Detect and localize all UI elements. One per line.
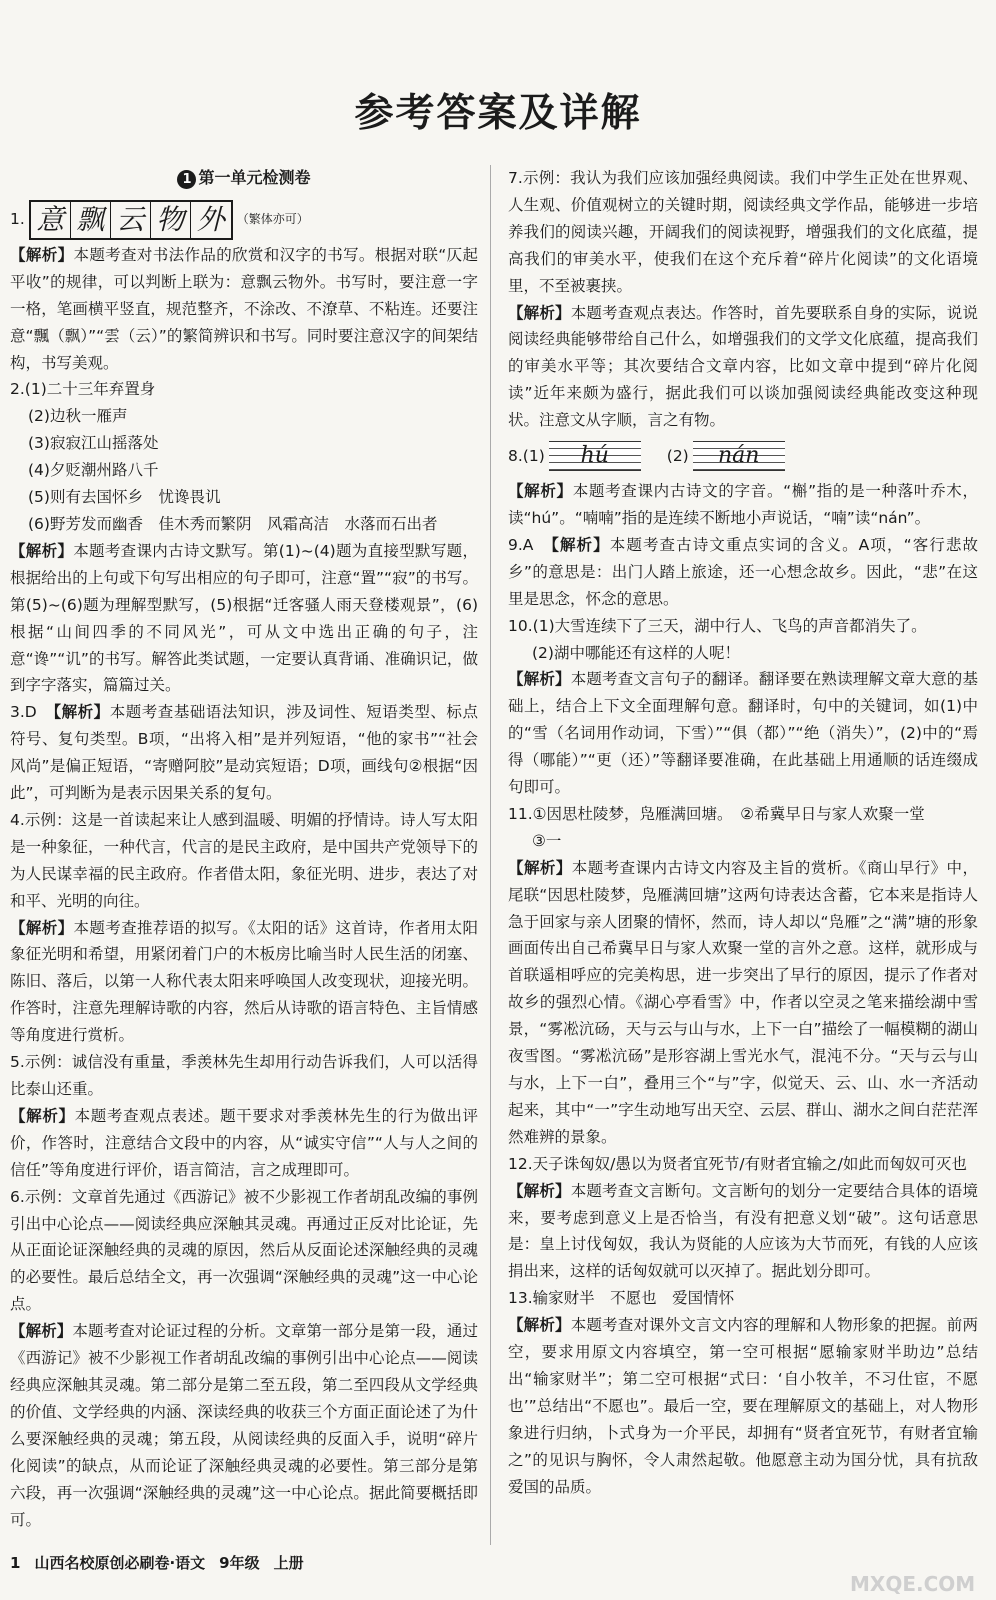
q2-line: (6)野芳发而幽香 佳木秀而繁阴 风霜高洁 水落而石出者 <box>28 514 438 533</box>
q12-answer: 12.天子诛匈奴/愚以为贤者宜死节/有财者宜输之/如此而匈奴可灭也 <box>508 1154 967 1173</box>
q6-answer: 6.示例：文章首先通过《西游记》被不少影视工作者胡乱改编的事例引出中心论点——阅读经典应深触其灵魂。再通过正反对比论证，先从正面论证深触经典的灵魂的原因，然后从反面论述深触经典的灵魂的必要性。最后总结全文，再一次强调“深触经典的灵魂”这一中心论点。 <box>10 1187 478 1314</box>
q4-analysis: 【解析】本题考查推荐语的拟写。《太阳的话》这首诗，作者用太阳象征光明和希望，用紧闭着门户的木板房比喻当时人民生活的闭塞、陈旧、落后，以第一人称代表太阳来呼唤国人改变现状，迎接光明。作答时，注意先理解诗歌的内容，然后从诗歌的语言特色、主旨情感等角度进行赏析。 <box>10 918 478 1045</box>
q2-line: (3)寂寂江山摇落处 <box>28 434 159 453</box>
q3-block: 3.D 【解析】本题考查基础语法知识，涉及词性、短语类型、标点符号、复句类型。B项，“出将入相”是并列短语，“他的家书”“社会风尚”是偏正短语，“寄赠阿胶”是动宾短语；D项，画线句②根据“因此”，可判断为是表示因果关系的复句。 <box>10 703 478 803</box>
calligraphy-char: 外 <box>196 202 225 236</box>
calligraphy-char: 物 <box>151 202 191 238</box>
q2-line: (4)夕贬潮州路八千 <box>28 461 159 480</box>
q8-answer: 8. (1) hú (2) nán <box>508 434 978 478</box>
q10-line: (2)湖中哪能还有这样的人呢！ <box>532 643 740 662</box>
pinyin-text: nán <box>718 443 760 469</box>
page-footer <box>10 1552 318 1573</box>
q9-block: 9.A 【解析】本题考查古诗文重点实词的含义。A项，“客行悲故乡”的意思是：出门人踏上旅途，还一心想念故乡。因此，“悲”在这里是思念，怀念的意思。 <box>508 535 978 608</box>
section-label: 第一单元检测卷 <box>198 168 311 187</box>
column-divider <box>490 165 491 1545</box>
q2-line: (2)边秋一雁声 <box>28 407 128 426</box>
section-heading <box>10 165 478 192</box>
grade-label: 9年级 <box>219 1554 260 1572</box>
q2-line: 2.(1)二十三年弃置身 <box>10 380 156 399</box>
calligraphy-grid <box>29 200 233 240</box>
term-label: 上册 <box>273 1554 304 1572</box>
right-column <box>508 165 978 1501</box>
q2-analysis: 【解析】本题考查课内古诗文默写。第(1)~(4)题为直接型默写题，根据给出的上句或下句写出相应的句子即可，注意“置”“寂”的书写。第(5)~(6)题为理解型默写，(5)根据“迁客骚人雨天登楼观景”，(6)根据“山间四季的不同风光”，可从文中选出正确的句子，注意“谗”“讥”的书写。解答此类试题，一定要认真背诵、准确识记，做到字字落实，篇篇过关。 <box>10 541 478 695</box>
q8-number: 8. <box>508 446 523 465</box>
q2-line: (5)则有去国怀乡 忧谗畏讥 <box>28 488 221 507</box>
page-title: 参考答案及详解 <box>354 91 642 136</box>
q11-analysis: 【解析】本题考查课内古诗文内容及主旨的赏析。《商山早行》中，尾联“因思杜陵梦，凫雁满回塘”这两句诗表达含蓄，它本来是指诗人急于回家与亲人团聚的情怀，然而，诗人却以“凫雁”之“满”塘的形象画面传出自己希冀早日与家人欢聚一堂的言外之意。这样，就形成与首联遥相呼应的完美构思，进一步突出了早行的原因，提示了作者对故乡的强烈心情。《湖心亭看雪》中，作者以空灵之笔来描绘湖中雪景，“雾凇沆砀，天与云与山与水，上下一白”描绘了一幅模糊的湖山夜雪图。“雾凇沆砀”是形容湖上雪光水气，混沌不分。“天与云与山与水，上下一白”，叠用三个“与”字，似觉天、云、山、水一齐活动起来，其中“一”字生动地写出天空、云层、群山、湖水之间白茫茫浑然难辨的景象。 <box>508 858 978 1146</box>
calligraphy-char: 意 <box>31 202 71 238</box>
calligraphy-char: 飘 <box>71 202 111 238</box>
q1-answer <box>10 198 478 242</box>
q8-analysis: 【解析】本题考查课内古诗文的字音。“槲”指的是一种落叶乔木，读“hú”。“喃喃”指的是连续不断地小声说话，“喃”读“nán”。 <box>508 482 978 527</box>
q7-answer: 7.示例：我认为我们应该加强经典阅读。我们中学生正处在世界观、人生观、价值观树立的关键时期，阅读经典文学作品，能够进一步培养我们的阅读兴趣，开阔我们的阅读视野，增强我们的文化底蕴，提高我们的审美水平，使我们在这个充斥着“碎片化阅读”的文化语境里，不至被裹挟。 <box>508 169 978 295</box>
section-number-badge: 1 <box>177 170 196 189</box>
q1-note: （繁体亦可） <box>236 212 309 227</box>
q13-analysis: 【解析】本题考查对课外文言文内容的理解和人物形象的把握。前两空，要求用原文内容填空，第一空可根据“愿输家财半助边”总结出“输家财半”；第二空可根据“式曰：‘自小牧羊，不习仕宦，不愿也’”总结出“不愿也”。最后一空，要在理解原文的基础上，对人物形象进行归纳，卜式身为一介平民，却拥有“贤者宜死节，有财者宜输之”的见识与胸怀，令人肃然起敬。他愿意主动为国分忧，具有抗敌爱国的品质。 <box>508 1316 978 1496</box>
q12-analysis: 【解析】本题考查文言断句。文言断句的划分一定要结合具体的语境来，要考虑到意义上是否恰当，有没有把意义划“破”。这句话意思是：皇上讨伐匈奴，我认为贤能的人应该为大节而死，有钱的人应该捐出来，这样的话匈奴就可以灭掉了。据此划分即可。 <box>508 1181 978 1281</box>
q5-analysis: 【解析】本题考查观点表述。题干要求对季羡林先生的行为做出评价，作答时，注意结合文段中的内容，从“诚实守信”“人与人之间的信任”等角度进行评价，语言简洁，言之成理即可。 <box>10 1106 478 1179</box>
q7-analysis: 【解析】本题考查观点表达。作答时，首先要联系自身的实际，说说阅读经典能够带给自己什么，如增强我们的文学文化底蕴，提高我们的审美水平等；其次要结合文章内容，比如文章中提到“碎片化阅读”近年来颇为盛行，据此我们可以谈加强阅读经典能改变这种现状。注意文从字顺，言之有物。 <box>508 303 978 430</box>
q1-number: 1. <box>10 210 25 229</box>
pinyin-grid <box>693 441 785 471</box>
q11-line: 11.①因思杜陵梦，凫雁满回塘。 ②希冀早日与家人欢聚一堂 <box>508 804 925 823</box>
pinyin-grid <box>549 441 641 471</box>
book-title: 山西名校原创必刷卷·语文 <box>34 1554 206 1572</box>
q10-line: 10.(1)大雪连续下了三天，湖中行人、飞鸟的声音都消失了。 <box>508 616 927 635</box>
q13-answer: 13.输家财半 不愿也 爱国情怀 <box>508 1289 735 1308</box>
q1-analysis: 【解析】本题考查对书法作品的欣赏和汉字的书写。根据对联“仄起平收”的规律，可以判断上联为：意飘云物外。书写时，要注意一字一格，笔画横平竖直，规范整齐，不涂改、不潦草、不粘连。还要注意“飄（飘）”“雲（云）”的繁简辨识和书写。同时要注意汉字的间架结构，书写美观。 <box>10 245 478 372</box>
left-column <box>10 165 478 1533</box>
calligraphy-char: 云 <box>111 202 151 238</box>
q11-line: ③一 <box>532 831 562 850</box>
q5-answer: 5.示例：诚信没有重量，季羡林先生却用行动告诉我们，人可以活得比泰山还重。 <box>10 1053 478 1098</box>
q10-analysis: 【解析】本题考查文言句子的翻译。翻译要在熟读理解文章大意的基础上，结合上下文全面理解句意。翻译时，句中的关键词，如(1)中的“雪（名词用作动词，下雪）”“俱（都）”“绝（消失）”，(2)中的“焉得（哪能）”“更（还）”等翻译要准确，在此基础上用通顺的话连缀成句即可。 <box>508 670 978 797</box>
q4-answer: 4.示例：这是一首读起来让人感到温暖、明媚的抒情诗。诗人写太阳是一种象征，一种代言，代言的是民主政府，是中国共产党领导下的为人民谋幸福的民主政府。作者借太阳，象征光明、进步，表达了对和平、光明的向往。 <box>10 810 478 910</box>
watermark-text: MXQE.COM <box>850 1572 976 1596</box>
q6-analysis: 【解析】本题考查对论证过程的分析。文章第一部分是第一段，通过《西游记》被不少影视工作者胡乱改编的事例引出中心论点——阅读经典应深触其灵魂。第二部分是第二至五段，第二至四段从文学经典的价值、文学经典的内涵、深读经典的收获三个方面正面论述了为什么要深触经典的灵魂；第五段，从阅读经典的反面入手，说明“碎片化阅读”的缺点，从而论证了深触经典灵魂的必要性。第三部分是第六段，再一次强调“深触经典的灵魂”这一中心论点。据此简要概括即可。 <box>10 1322 478 1529</box>
pinyin-text: hú <box>580 443 609 469</box>
page-number: 1 <box>10 1554 21 1572</box>
